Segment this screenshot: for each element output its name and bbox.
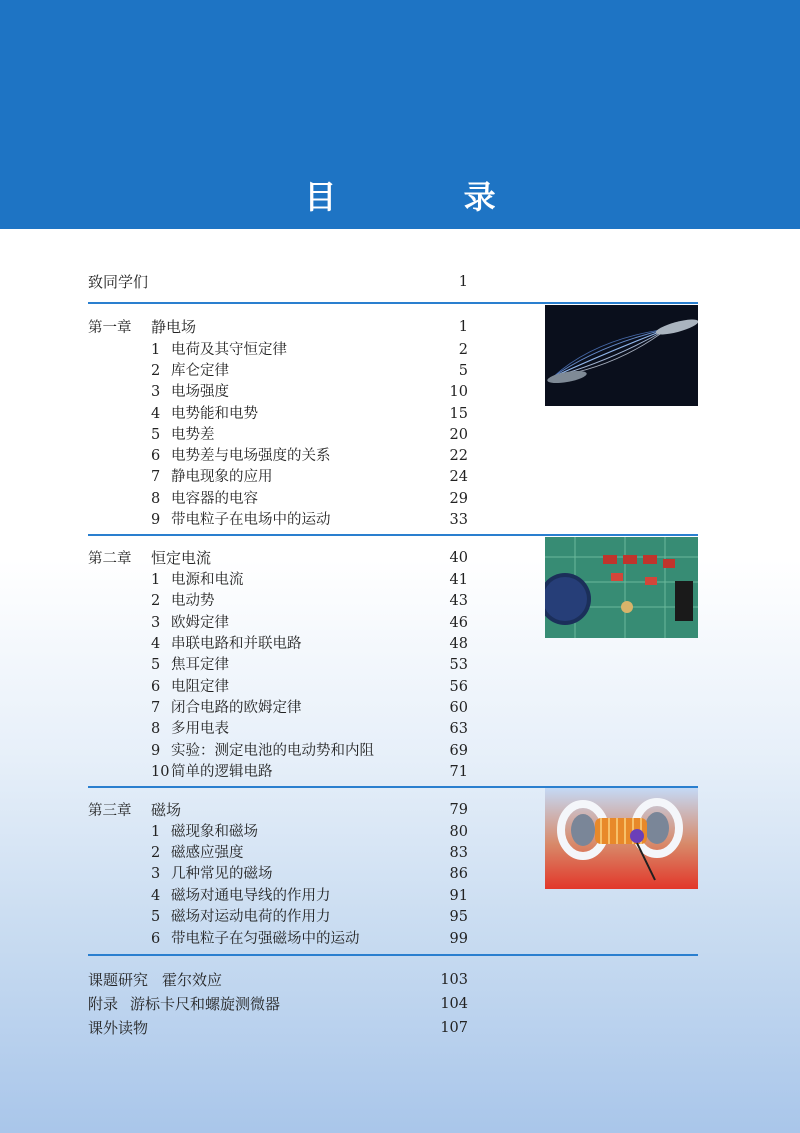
entry-label: 课题研究 xyxy=(88,971,149,989)
toc-page-number: 33 xyxy=(449,512,468,528)
section-title: 欧姆定律 xyxy=(171,615,229,631)
toc-page-number: 41 xyxy=(449,572,468,588)
magnetic-coil-photo xyxy=(545,788,698,889)
toc-page-number: 60 xyxy=(449,700,468,716)
toc-page-number: 56 xyxy=(449,679,468,695)
section-number: 5 xyxy=(151,427,161,443)
toc-page-number: 46 xyxy=(449,615,468,631)
section-title: 实验：测定电池的电动势和内阻 xyxy=(171,743,374,759)
toc-section[interactable] xyxy=(151,677,229,697)
page-title: 目 录 xyxy=(304,178,554,216)
section-title: 几种常见的磁场 xyxy=(171,866,273,882)
section-title: 磁场对通电导线的作用力 xyxy=(171,888,331,904)
section-title: 磁感应强度 xyxy=(171,845,244,861)
section-number: 6 xyxy=(151,448,161,464)
section-number: 4 xyxy=(151,888,161,904)
section-number: 3 xyxy=(151,866,161,882)
toc-page-number: 20 xyxy=(449,427,468,443)
toc-section[interactable] xyxy=(151,886,331,906)
toc-entry-front[interactable] xyxy=(88,272,148,292)
section-title: 焦耳定律 xyxy=(171,657,229,673)
toc-page-number: 48 xyxy=(449,636,468,652)
section-number: 6 xyxy=(151,679,161,695)
section-title: 电场强度 xyxy=(171,384,229,400)
toc-page-number: 86 xyxy=(449,866,468,882)
chapter-label: 第二章 xyxy=(88,551,132,567)
toc-section[interactable] xyxy=(151,404,258,424)
section-number: 1 xyxy=(151,572,161,588)
toc-page-number: 1 xyxy=(458,319,468,335)
toc-section[interactable] xyxy=(151,591,215,611)
section-number: 2 xyxy=(151,593,161,609)
toc-section[interactable] xyxy=(151,655,229,675)
section-number: 9 xyxy=(151,512,161,528)
toc-page-number: 103 xyxy=(440,972,468,988)
chapter-title: 恒定电流 xyxy=(151,549,212,567)
section-number: 3 xyxy=(151,615,161,631)
electrostatic-discharge-photo xyxy=(545,305,698,406)
section-number: 2 xyxy=(151,363,161,379)
section-number: 4 xyxy=(151,406,161,422)
toc-section[interactable] xyxy=(151,634,302,654)
toc-page-number: 15 xyxy=(449,406,468,422)
toc-section[interactable] xyxy=(151,762,273,782)
section-number: 2 xyxy=(151,845,161,861)
section-title: 电动势 xyxy=(171,593,215,609)
toc-page-number: 79 xyxy=(449,802,468,818)
toc-entry-appendix[interactable] xyxy=(88,994,280,1014)
toc-section[interactable] xyxy=(151,425,215,445)
toc-page-number: 53 xyxy=(449,657,468,673)
section-divider xyxy=(88,954,698,956)
entry-title: 霍尔效应 xyxy=(162,971,223,989)
chapter-label: 第三章 xyxy=(88,803,132,819)
section-title: 电阻定律 xyxy=(171,679,229,695)
toc-section[interactable] xyxy=(151,907,331,927)
toc-section[interactable] xyxy=(151,929,360,949)
toc-section[interactable] xyxy=(151,489,258,509)
toc-entry-title: 致同学们 xyxy=(88,273,149,291)
section-number: 1 xyxy=(151,342,161,358)
section-title: 串联电路和并联电路 xyxy=(171,636,302,652)
toc-page-number: 104 xyxy=(440,996,468,1012)
section-number: 6 xyxy=(151,931,161,947)
section-number: 7 xyxy=(151,700,161,716)
section-title: 电势能和电势 xyxy=(171,406,258,422)
section-number: 5 xyxy=(151,657,161,673)
toc-section[interactable] xyxy=(151,613,229,633)
chapter-label: 第一章 xyxy=(88,320,132,336)
section-number: 8 xyxy=(151,491,161,507)
toc-page-number: 63 xyxy=(449,721,468,737)
toc-page-number: 2 xyxy=(458,342,468,358)
toc-page-number: 107 xyxy=(440,1020,468,1036)
section-divider xyxy=(88,534,698,536)
section-title: 磁现象和磁场 xyxy=(171,824,258,840)
toc-section[interactable] xyxy=(151,843,244,863)
toc-page-number: 29 xyxy=(449,491,468,507)
toc-page-number: 22 xyxy=(449,448,468,464)
toc-entry-research[interactable] xyxy=(88,970,222,990)
toc-section[interactable] xyxy=(151,467,273,487)
section-title: 多用电表 xyxy=(171,721,229,737)
section-number: 4 xyxy=(151,636,161,652)
toc-section[interactable] xyxy=(151,510,331,530)
toc-entry-reading[interactable] xyxy=(88,1018,148,1038)
section-title: 磁场对运动电荷的作用力 xyxy=(171,909,331,925)
toc-page-number: 43 xyxy=(449,593,468,609)
section-divider xyxy=(88,302,698,304)
toc-chapter-3[interactable] xyxy=(88,800,181,820)
section-number: 10 xyxy=(151,764,170,780)
toc-page-number: 40 xyxy=(449,550,468,566)
entry-label: 课外读物 xyxy=(88,1019,149,1037)
section-title: 带电粒子在匀强磁场中的运动 xyxy=(171,931,360,947)
toc-page-number: 91 xyxy=(449,888,468,904)
toc-section[interactable] xyxy=(151,698,302,718)
toc-section[interactable] xyxy=(151,382,229,402)
section-number: 3 xyxy=(151,384,161,400)
circuit-board-photo xyxy=(545,537,698,638)
toc-page-number: 24 xyxy=(449,469,468,485)
chapter-title: 静电场 xyxy=(151,318,197,336)
toc-page-number: 99 xyxy=(449,931,468,947)
section-title: 电势差与电场强度的关系 xyxy=(171,448,331,464)
section-number: 7 xyxy=(151,469,161,485)
entry-label: 附录 xyxy=(88,995,119,1013)
section-title: 简单的逻辑电路 xyxy=(171,764,273,780)
toc-page-number: 10 xyxy=(449,384,468,400)
entry-title: 游标卡尺和螺旋测微器 xyxy=(130,995,281,1013)
toc-section[interactable] xyxy=(151,822,258,842)
toc-page-number: 69 xyxy=(449,743,468,759)
section-title: 闭合电路的欧姆定律 xyxy=(171,700,302,716)
toc-section[interactable] xyxy=(151,719,229,739)
toc-chapter-2[interactable] xyxy=(88,548,211,568)
toc-page-number: 95 xyxy=(449,909,468,925)
section-title: 电容器的电容 xyxy=(171,491,258,507)
toc-page-number: 83 xyxy=(449,845,468,861)
section-number: 9 xyxy=(151,743,161,759)
toc-section[interactable] xyxy=(151,741,374,761)
toc-page-number: 80 xyxy=(449,824,468,840)
chapter-title: 磁场 xyxy=(151,801,182,819)
toc-section[interactable] xyxy=(151,446,331,466)
toc-page-number: 5 xyxy=(458,363,468,379)
toc-section[interactable] xyxy=(151,361,229,381)
section-number: 5 xyxy=(151,909,161,925)
toc-section[interactable] xyxy=(151,570,244,590)
toc-chapter-1[interactable] xyxy=(88,317,196,337)
toc-section[interactable] xyxy=(151,340,287,360)
toc-page-number: 1 xyxy=(458,274,468,290)
section-title: 静电现象的应用 xyxy=(171,469,273,485)
toc-page-number: 71 xyxy=(449,764,468,780)
section-title: 电势差 xyxy=(171,427,215,443)
toc-section[interactable] xyxy=(151,864,273,884)
section-number: 8 xyxy=(151,721,161,737)
section-title: 电荷及其守恒定律 xyxy=(171,342,287,358)
section-title: 库仑定律 xyxy=(171,363,229,379)
section-title: 电源和电流 xyxy=(171,572,244,588)
section-number: 1 xyxy=(151,824,161,840)
section-title: 带电粒子在电场中的运动 xyxy=(171,512,331,528)
